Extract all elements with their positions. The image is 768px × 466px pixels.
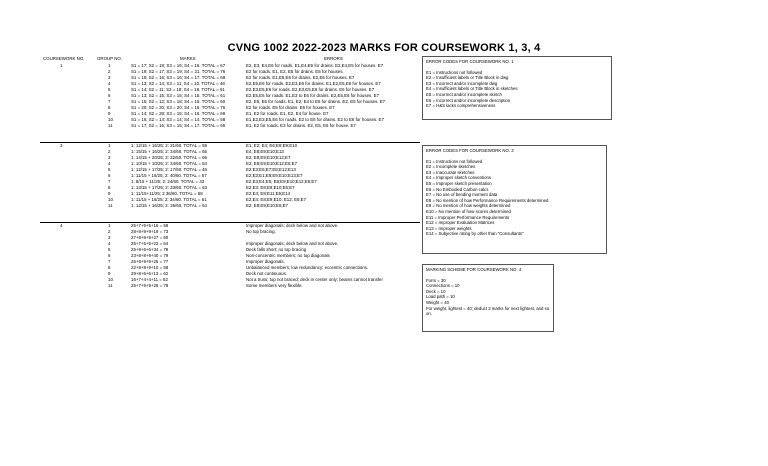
group-number: 9 (108, 191, 111, 197)
marks-cell: 1: 13/15 + 17/25; 2: 33/60. TOTAL = 63 (131, 185, 207, 191)
errors-cell: Improper diagonals. (246, 259, 285, 265)
marks-cell: 28+8+9+9+19 = 73 (131, 229, 169, 235)
group-number: 6 (108, 173, 111, 179)
box-line: E10 = No mention of how scores determined (426, 208, 511, 214)
group-number: 4 (108, 241, 111, 247)
errors-cell: E2;E3;E6;E7;E8;E12;E13 (246, 167, 296, 173)
page-title: CVNG 1002 2022-2023 MARKS FOR COURSEWORK 1, 3, 4 (227, 42, 541, 54)
group-number: 2 (108, 69, 111, 75)
box-title: ERROR CODES FOR COURSEWORK NO. 3 (426, 148, 514, 153)
errors-cell: Non-concentric members; no top diagonals (246, 253, 330, 259)
marks-cell: S1 = 16; S2 = 14; S3 = 14; S4 = 14. TOTAL = 58 (131, 117, 226, 123)
section-coursework-3 (0, 143, 420, 210)
coursework-number: 4 (60, 223, 63, 228)
marks-cell: S1 = 19; S2 = 16; S3 = 16; S4 = 17. TOTAL = 68 (131, 75, 226, 81)
group-number: 11 (108, 123, 113, 129)
marks-cell: 25+7+5+5+16 = 58 (131, 223, 169, 228)
box-line: E2 = Insufficient labels or Title Block in dwg (426, 75, 509, 81)
errors-cell: E2; E8;E9;E10;E12;E7 (246, 155, 291, 161)
coursework-number: 1 (60, 63, 63, 68)
marks-cell: 1: 12/15 + 16/25; 2: 31/60. TOTAL = 59 (131, 143, 207, 148)
box-line: E5 = Incorrect and/or incomplete sketch (426, 91, 502, 97)
group-number: 8 (108, 105, 111, 111)
box-line: E1 = Instructions not followed (426, 69, 483, 75)
box-line: E6 = Incorrect and/or incomplete description (426, 97, 511, 103)
group-number: 3 (108, 75, 111, 81)
box-line: E3 = Inaccurate sketches (426, 169, 475, 175)
errors-cell: E2;E4; E8;E11;E6;E14 (246, 191, 291, 197)
marks-cell: S1 = 17; S2 = 16; S3 = 15; S4 = 17. TOTAL = 65 (131, 123, 226, 129)
box-line: E4 = Improper sketch conventions (426, 175, 492, 181)
box-line: E11 = Improper Performance Requirements (426, 214, 510, 220)
group-number: 3 (108, 235, 111, 241)
errors-cell: E2 for roads. E5 for drains. E6 for houses. E7 (246, 105, 335, 111)
group-number: 7 (108, 259, 111, 265)
errors-cell: E2 for roads. E1,E5,E6 for drains. E2,E6 for houses. E7 (246, 75, 355, 81)
group-number: 1 (108, 143, 111, 148)
errors-cell: E2;E3; E8;E9;E10;E6;E7 (246, 185, 295, 191)
coursework-number: 3 (60, 143, 63, 148)
marks-cell: 1: 11/15 + 16/25; 2: 40/60. TOTAL = 67 (131, 173, 207, 179)
box-line: E7 = H&S lacks comprehensiveness (426, 103, 496, 109)
group-number: 1 (108, 63, 111, 68)
group-number: 5 (108, 247, 111, 253)
errors-cell: E2;E3;E4;E5; E8;E9;E10;E12;E6;E7 (246, 179, 317, 185)
table-row (0, 123, 420, 129)
group-number: 10 (108, 197, 113, 203)
box-note: For weight, lightest = 40; deduct 3 marks for next lightest, and so on. (426, 305, 550, 317)
group-number: 7 (108, 179, 111, 185)
marks-cell: 16+7+4+4+11 = 62 (131, 277, 168, 283)
header-marks: MARKS (180, 56, 196, 61)
errors-cell: E2,E5,E6 for roads. E2,E3,E6 for drains. E1,E2,E5,E6 for houses. E7 (246, 81, 381, 87)
errors-cell: Some members very flexible. (246, 283, 303, 289)
box-line: E12 = Improper Evaluation Matrices (426, 220, 495, 226)
group-number: 5 (108, 87, 111, 93)
marks-cell: 25+8+6+6+34 = 79 (131, 247, 169, 253)
table-row (0, 283, 420, 289)
marks-cell: 1: 12/15 + 16/25; 2: 36/60. TOTAL = 64 (131, 203, 207, 209)
marks-cell: 1: 10/15 + 10/25; 2: 34/60. TOTAL = 54 (131, 161, 207, 167)
section-coursework-4 (0, 223, 420, 290)
errors-cell: E1, E2 for roads. E3 for drains. E2, E5, E6 for house. E7 (246, 123, 356, 129)
errors-cell: E2,E3,E5,E6 for roads. E2,E3,E5,E6 for drains. E6 for houses. E7 (246, 87, 375, 93)
marking-scheme-cw4-box (422, 264, 554, 332)
errors-cell: E1; E2; E4; E6;E8;E9;E10 (246, 143, 298, 148)
errors-cell: E2;E4; E8;E9;E10; E12; E6;E7 (246, 197, 307, 203)
box-line: E8 = No mention of how Performance Requirements determined (426, 197, 549, 203)
errors-cell: Not a truss; top not braced; deck in center only; beams cannot transfer (246, 277, 383, 283)
marks-cell: 26+8+9+9+25 = 77 (131, 259, 169, 265)
errors-cell: E2, E5, E6 for roads. E1, E2, E4 to E6 for drains. E2, E5 for houses. E7 (246, 99, 386, 105)
marks-cell: 25+7+5+5+22 = 64 (131, 241, 169, 247)
group-number: 4 (108, 81, 111, 87)
box-line: Connections = 10 (426, 283, 460, 289)
marks-cell: S1 = 15; S2 = 12; S3 = 18; S4 = 15. TOTAL = 60 (131, 99, 226, 105)
box-line: E13 = Improper weights (426, 225, 472, 231)
errors-cell: E2;E3;E1;E8;E9;E10;E13;E7 (246, 173, 303, 179)
box-line: E5 = Improper sketch presentation (426, 180, 492, 186)
box-line: E7 = No use of bending moment data (426, 192, 498, 198)
marks-cell: 1: 8/15 + 11/25; 2: 24/60. TOTAL = 43 (131, 179, 205, 185)
errors-cell: Improper diagonals; deck below and not above. (246, 241, 339, 247)
marks-cell: 1: 11/15 + 16/25; 2: 34/60. TOTAL = 61 (131, 197, 207, 203)
section-coursework-1 (0, 63, 420, 130)
errors-cell: E1,E2,E3,E5,E6 for roads. E2 to E6 for drains. E2 to E6 for houses. E7 (246, 117, 384, 123)
marks-cell: 1: 15/15 + 16/25; 2: 34/60. TOTAL = 65 (131, 149, 207, 155)
group-number: 8 (108, 265, 111, 271)
group-number: 2 (108, 149, 111, 155)
group-number: 10 (108, 277, 113, 283)
marks-cell: S1 = 17; S2 = 18; S3 = 16; S4 = 16. TOTAL = 67 (131, 63, 226, 68)
group-number: 6 (108, 253, 111, 259)
box-line: E9 = No mention of how weights determined (426, 203, 511, 209)
group-number: 4 (108, 161, 111, 167)
error-codes-cw3-box (422, 145, 607, 254)
errors-cell: E2,E5,E6 for roads. E1,E3 to E6 for drains. E2,E5,E6 for houses. E7 (246, 93, 380, 99)
group-number: 9 (108, 111, 111, 117)
errors-cell: E2 for roads. E1, E2, E5 for drains. E5 for houses. (246, 69, 344, 75)
errors-cell: E2; E8;E9;E10;E12;E6;E7 (246, 161, 298, 167)
errors-cell: E2, E3, E4,E6 for roads. E1,E4,E6 for drains. E2,E4,E5 for houses. E7 (246, 63, 384, 68)
header-errors: ERRORS (324, 56, 343, 61)
table-row (0, 203, 420, 209)
header-coursework: COURSEWORK NO. (43, 56, 85, 61)
errors-cell: E4; E8;E9;E10;E13 (246, 149, 284, 155)
marks-cell: 22+8+8+9+10 = 58 (131, 265, 169, 271)
marks-cell: S1 = 14; S2 = 28; S3 = 15; S4 = 16. TOTAL = 69 (131, 111, 226, 117)
marks-cell: S1 = 13; S2 = 15; S3 = 15; S4 = 18. TOTAL = 61 (131, 93, 226, 99)
group-number: 11 (108, 283, 113, 289)
marks-cell: 1: 14/15 + 20/25; 2: 32/60. TOTAL = 66 (131, 155, 207, 161)
errors-cell: Deck not continuous. (246, 271, 288, 277)
group-number: 7 (108, 99, 111, 105)
marks-cell: S1 = 19; S2 = 17; S3 = 19; S4 = 21. TOTAL = 76 (131, 69, 226, 75)
box-line: E2 = Incomplete sketches (426, 164, 476, 170)
box-line: E6 = No Embodied Carbon calcs (426, 186, 489, 192)
marks-cell: S1 = 20; S2 = 20; S3 = 20; S4 = 16. TOTAL = 76 (131, 105, 226, 111)
box-line: E3 = Incorrect and/or incomplete dwg (426, 80, 498, 86)
marks-cell: 25+7+9+9+28 = 78 (131, 283, 169, 289)
group-number: 8 (108, 185, 111, 191)
errors-cell: E2; E8;E9;E10;E6;E7 (246, 203, 288, 209)
errors-cell: Deck falls short; no top bracing (246, 247, 307, 253)
box-title: MARKING SCHEME FOR COURSEWORK NO. 4 (426, 267, 522, 272)
errors-cell: No top bracing. (246, 229, 276, 235)
group-number: 1 (108, 223, 111, 228)
box-line: Deck = 10 (426, 288, 446, 294)
errors-cell: Improper diagonals; deck below and not above. (246, 223, 339, 228)
header-group: GROUP NO. (97, 56, 123, 61)
box-line: E1 = Instructions not followed (426, 158, 483, 164)
group-number: 3 (108, 155, 111, 161)
marks-cell: S1 = 14; S2 = 11; S3 = 18; S4 = 18. TOTAL = 61 (131, 87, 225, 93)
box-title: ERROR CODES FOR COURSEWORK NO. 1 (426, 59, 514, 64)
group-number: 11 (108, 203, 113, 209)
marks-cell: 1: 12/15 + 17/25; 2: 17/60. TOTAL = 46 (131, 167, 207, 173)
marks-cell: 29+8+6+6+13 = 62 (131, 271, 169, 277)
group-number: 9 (108, 271, 111, 277)
error-codes-cw1-box (422, 56, 612, 120)
marks-cell: 23+8+8+9+40 = 79 (131, 253, 169, 259)
errors-cell: Unbalanced members; low redundancy; eccentric connections. (246, 265, 369, 271)
group-number: 2 (108, 229, 111, 235)
marks-cell: 1: 11/15+11/25; 2 36/60. TOTAL = 58 (131, 191, 203, 197)
box-line: Weight = 40 (426, 299, 449, 305)
marks-cell: 27+8+8+9+27 = 60 (131, 235, 169, 241)
box-line: Load path = 10 (426, 294, 455, 300)
group-number: 5 (108, 167, 111, 173)
errors-cell: E1, E2 for roads. E1, E2, E4 for house. E7 (246, 111, 329, 117)
box-line: E4 = Insufficient labels or Title Block in sketches (426, 86, 518, 92)
group-number: 10 (108, 117, 113, 123)
marks-cell: S1 = 13; S2 = 14; S3 = 11; S4 = 10. TOTAL = 48 (131, 81, 225, 87)
box-line: Form = 30 (426, 277, 446, 283)
box-line: E14 = Subjective rating by other than "Consultants" (426, 231, 524, 237)
group-number: 6 (108, 93, 111, 99)
